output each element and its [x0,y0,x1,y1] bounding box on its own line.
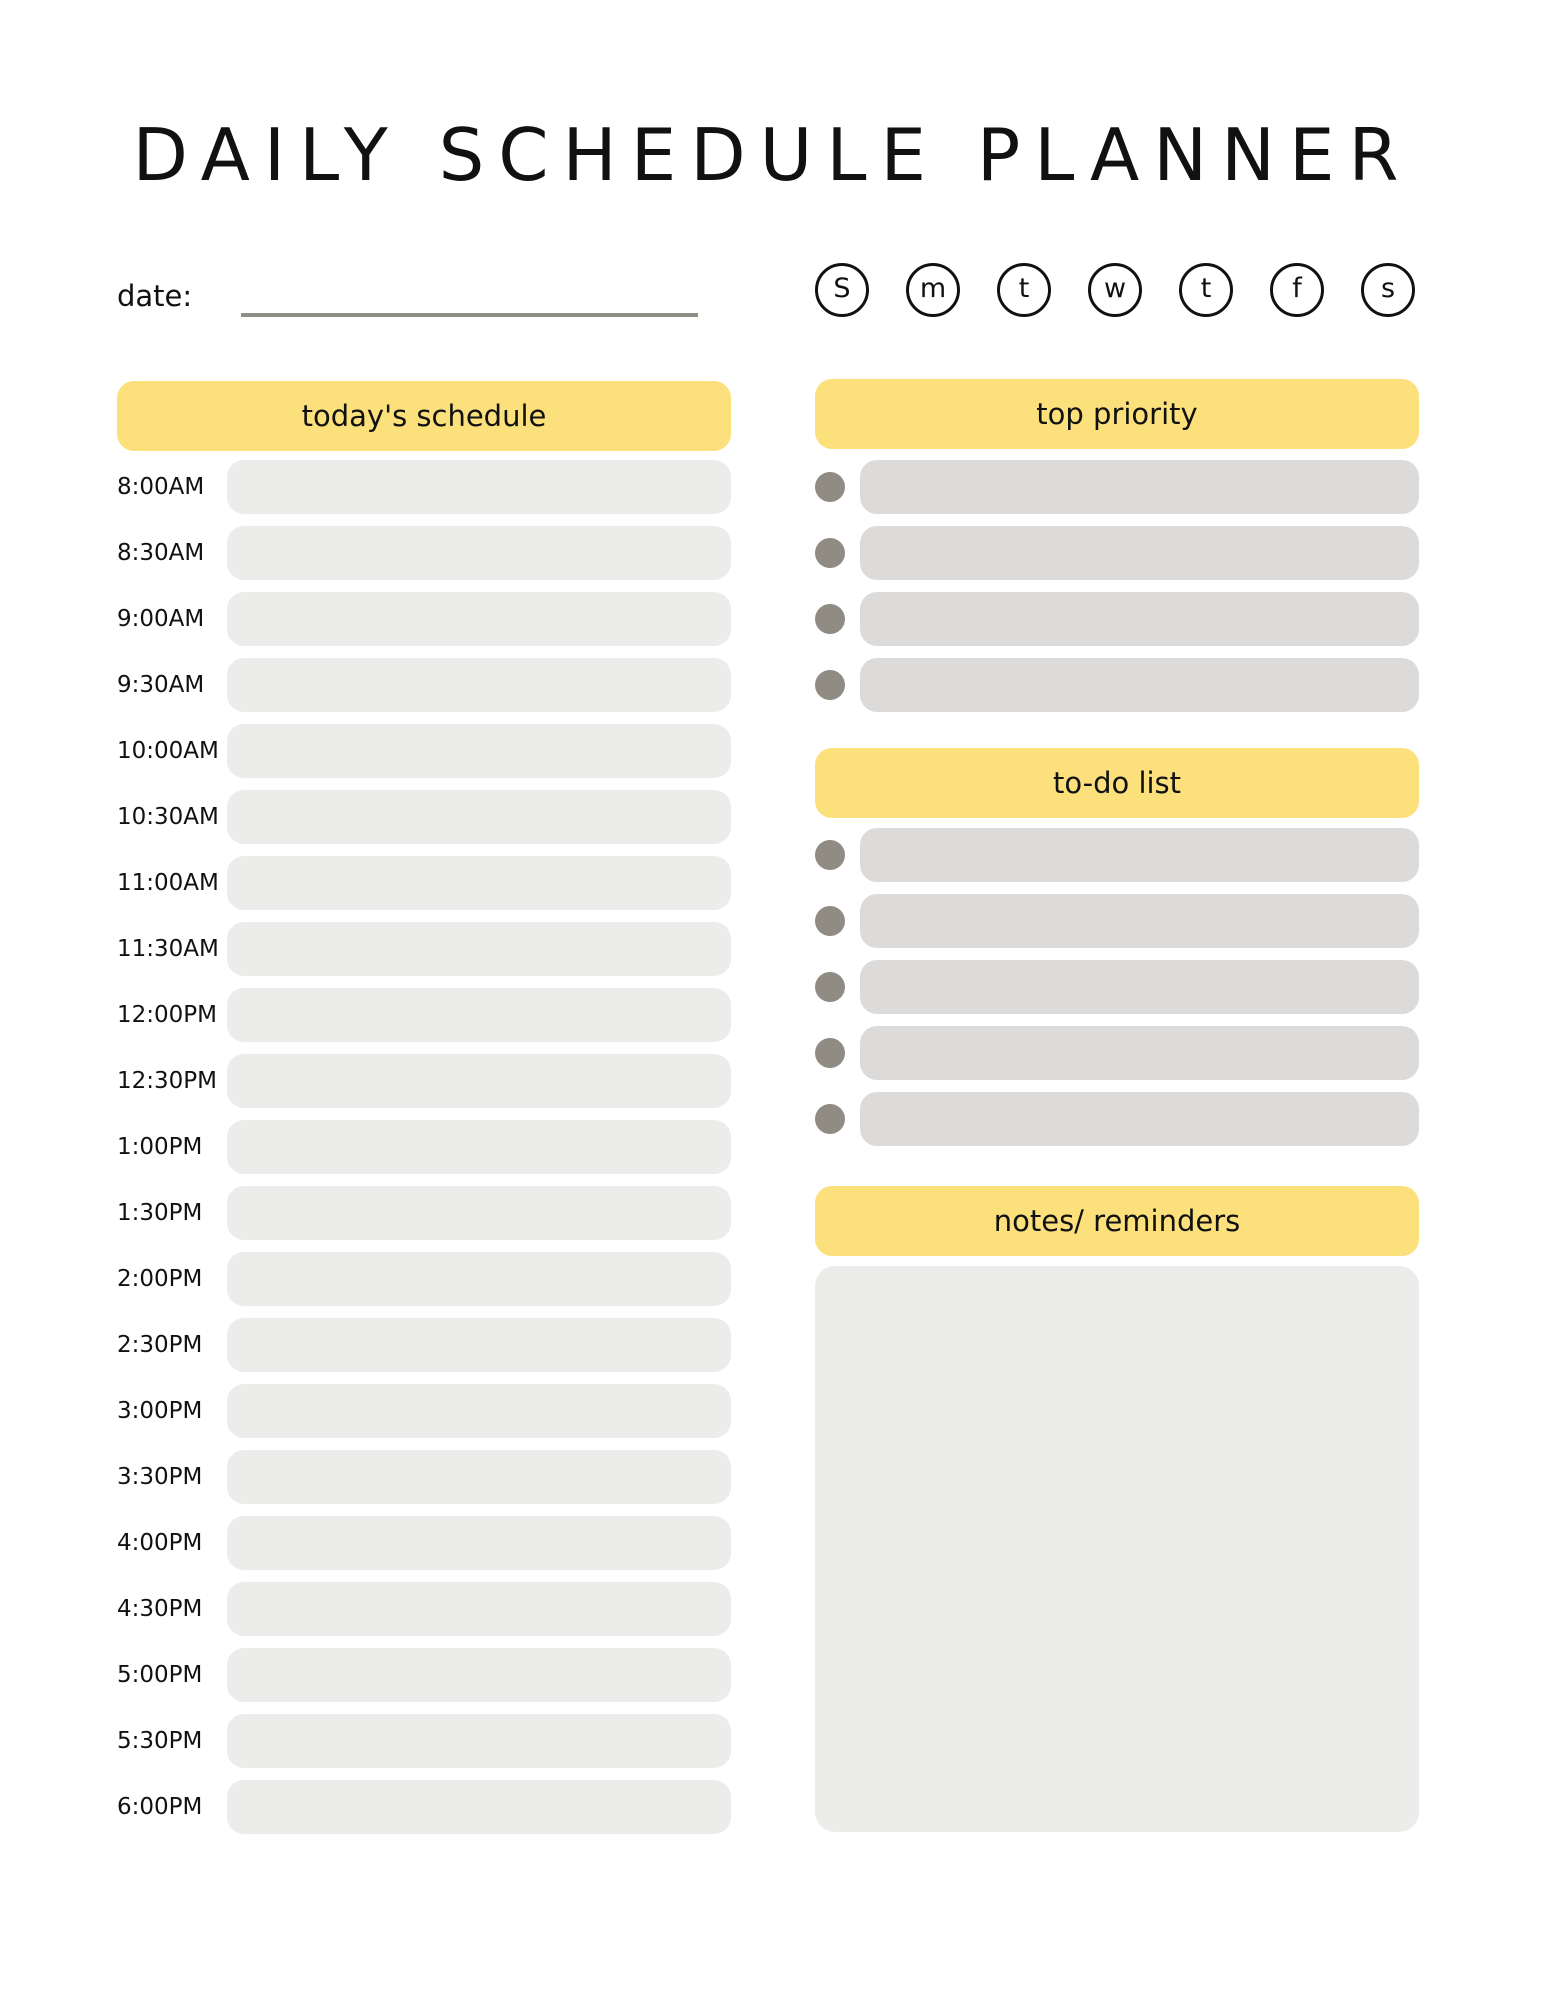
time-label: 3:00PM [117,1398,203,1424]
day-circle-tuesday[interactable]: t [997,263,1051,317]
schedule-row [117,592,731,646]
schedule-entry-field[interactable] [227,1714,731,1768]
time-label: 12:30PM [117,1068,217,1094]
schedule-entry-field[interactable] [227,1054,731,1108]
time-label: 12:00PM [117,1002,217,1028]
schedule-entry-field[interactable] [227,1120,731,1174]
todo-entry-field[interactable] [860,1092,1419,1146]
bullet-icon[interactable] [815,538,845,568]
priority-entry-field[interactable] [860,592,1419,646]
notes-header: notes/ reminders [815,1186,1419,1256]
bullet-icon[interactable] [815,670,845,700]
time-label: 2:00PM [117,1266,203,1292]
day-circle-sunday[interactable]: S [815,263,869,317]
schedule-entry-field[interactable] [227,988,731,1042]
schedule-entry-field[interactable] [227,526,731,580]
bullet-icon[interactable] [815,472,845,502]
schedule-row [117,460,731,514]
todo-entry-field[interactable] [860,1026,1419,1080]
todo-list-header: to-do list [815,748,1419,818]
weekday-selector [815,263,1420,317]
todo-item [815,828,1419,882]
time-label: 11:30AM [117,936,219,962]
schedule-row [117,724,731,778]
time-label: 5:00PM [117,1662,203,1688]
time-label: 4:30PM [117,1596,203,1622]
schedule-row [117,1648,731,1702]
time-label: 10:30AM [117,804,219,830]
schedule-row [117,1780,731,1834]
day-circle-friday[interactable]: f [1270,263,1324,317]
schedule-row [117,1582,731,1636]
schedule-row [117,658,731,712]
priority-entry-field[interactable] [860,460,1419,514]
bullet-icon[interactable] [815,604,845,634]
page-title: DAILY SCHEDULE PLANNER [132,113,1413,197]
time-label: 11:00AM [117,870,219,896]
schedule-row [117,922,731,976]
bullet-icon[interactable] [815,1104,845,1134]
schedule-row [117,1516,731,1570]
todo-item [815,1026,1419,1080]
schedule-entry-field[interactable] [227,658,731,712]
schedule-row [117,1384,731,1438]
schedule-entry-field[interactable] [227,1186,731,1240]
time-label: 4:00PM [117,1530,203,1556]
bullet-icon[interactable] [815,972,845,1002]
time-label: 9:00AM [117,606,205,632]
time-label: 1:00PM [117,1134,203,1160]
todo-entry-field[interactable] [860,894,1419,948]
schedule-row [117,1252,731,1306]
schedule-row [117,1186,731,1240]
schedule-entry-field[interactable] [227,1582,731,1636]
priority-entry-field[interactable] [860,526,1419,580]
date-input-line[interactable] [241,313,698,317]
bullet-icon[interactable] [815,840,845,870]
schedule-entry-field[interactable] [227,922,731,976]
time-label: 2:30PM [117,1332,203,1358]
schedule-entry-field[interactable] [227,790,731,844]
schedule-row [117,1714,731,1768]
schedule-row [117,1450,731,1504]
notes-textarea[interactable] [815,1266,1419,1832]
time-label: 8:00AM [117,474,205,500]
schedule-row [117,988,731,1042]
day-circle-wednesday[interactable]: w [1088,263,1142,317]
priority-entry-field[interactable] [860,658,1419,712]
todo-item [815,960,1419,1014]
day-circle-thursday[interactable]: t [1179,263,1233,317]
schedule-entry-field[interactable] [227,1648,731,1702]
schedule-row [117,1054,731,1108]
schedule-row [117,1318,731,1372]
schedule-entry-field[interactable] [227,592,731,646]
schedule-entry-field[interactable] [227,1450,731,1504]
day-circle-monday[interactable]: m [906,263,960,317]
schedule-row [117,790,731,844]
schedule-entry-field[interactable] [227,460,731,514]
priority-item [815,658,1419,712]
schedule-entry-field[interactable] [227,1384,731,1438]
bullet-icon[interactable] [815,1038,845,1068]
time-label: 8:30AM [117,540,205,566]
schedule-header: today's schedule [117,381,731,451]
time-label: 6:00PM [117,1794,203,1820]
schedule-row [117,1120,731,1174]
priority-item [815,526,1419,580]
schedule-entry-field[interactable] [227,1252,731,1306]
time-label: 9:30AM [117,672,205,698]
schedule-entry-field[interactable] [227,1780,731,1834]
schedule-row [117,856,731,910]
time-label: 3:30PM [117,1464,203,1490]
todo-entry-field[interactable] [860,960,1419,1014]
day-circle-saturday[interactable]: s [1361,263,1415,317]
todo-entry-field[interactable] [860,828,1419,882]
time-label: 1:30PM [117,1200,203,1226]
bullet-icon[interactable] [815,906,845,936]
schedule-entry-field[interactable] [227,1318,731,1372]
schedule-entry-field[interactable] [227,724,731,778]
schedule-row [117,526,731,580]
schedule-entry-field[interactable] [227,856,731,910]
time-label: 10:00AM [117,738,219,764]
todo-item [815,1092,1419,1146]
priority-item [815,592,1419,646]
priority-item [815,460,1419,514]
schedule-entry-field[interactable] [227,1516,731,1570]
date-label: date: [117,279,193,313]
time-label: 5:30PM [117,1728,203,1754]
top-priority-header: top priority [815,379,1419,449]
todo-item [815,894,1419,948]
